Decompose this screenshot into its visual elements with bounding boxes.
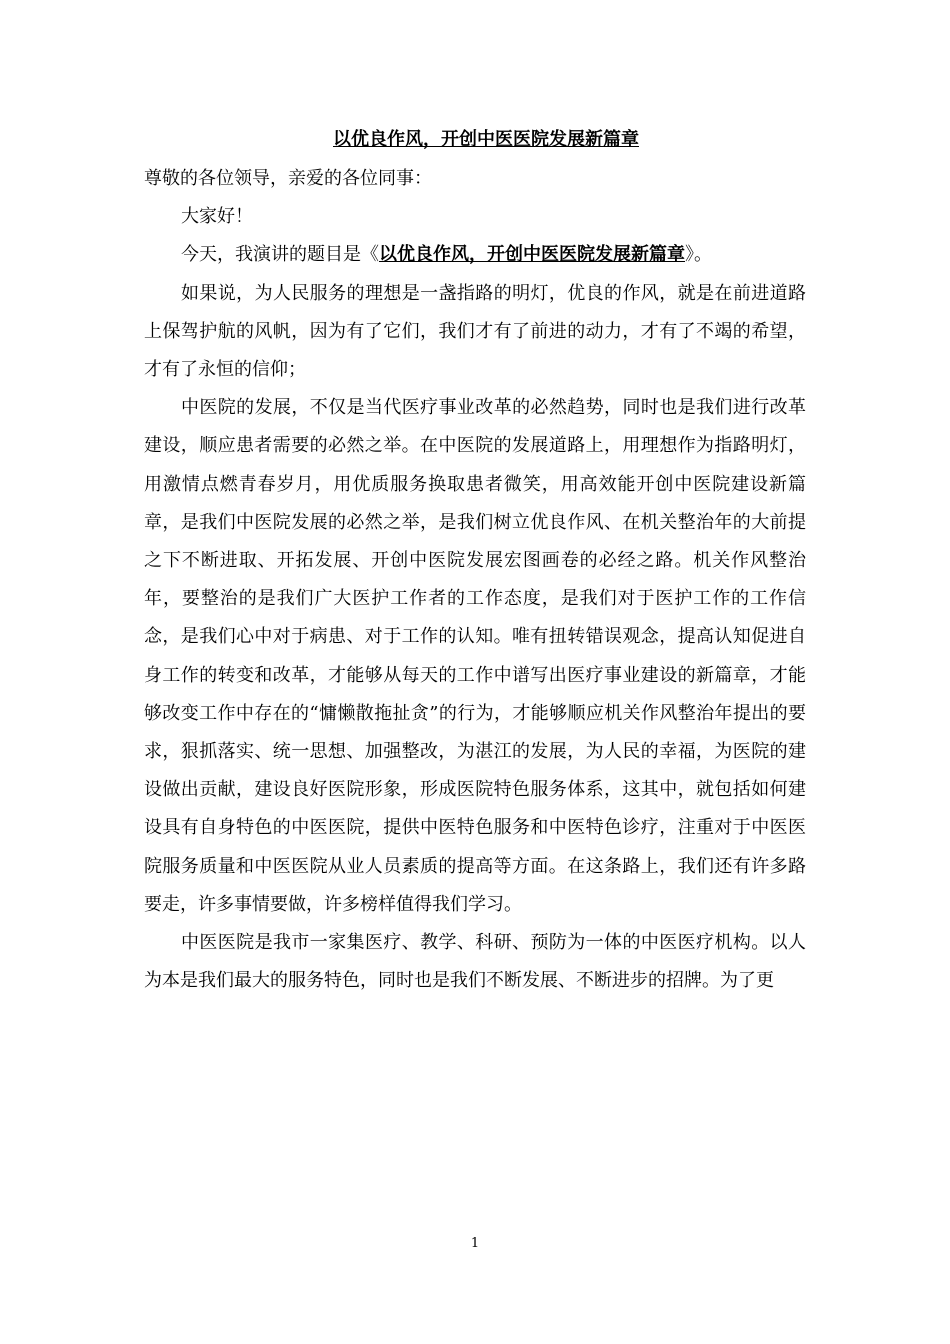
intro-prefix: 今天，我演讲的题目是《 (181, 244, 379, 266)
body-paragraph-1: 如果说，为人民服务的理想是一盏指路的明灯，优良的作风，就是在前进道路上保驾护航的风帆，因为有了它们，我们才有了前进的动力，才有了不竭的希望，才有了永恒的信仰； (144, 282, 806, 381)
salutation: 尊敬的各位领导，亲爱的各位同事： (144, 168, 432, 189)
document-page (144, 120, 806, 1000)
body-paragraph-2: 中医院的发展，不仅是当代医疗事业改革的必然趋势，同时也是我们进行改革建设，顺应患者需要的必然之举。在中医院的发展道路上，用理想作为指路明灯，用激情点燃青春岁月，用优质服务换取患者微笑，用高效能开创中医院建设新篇章，是我们中医院发展的必然之举，是我们树立优良作风、在机关整治年的大前提之下不断进取、开拓发展、开创中医院发展宏图画卷的必经之路。机关作风整治年，要整治的是我们广大医护工作者的工作态度，是我们对于医护工作的工作信念，是我们心中对于病患、对于工作的认知。唯有扭转错误观念，提高认知促进自身工作的转变和改革，才能够从每天的工作中谱写出医疗事业建设的新篇章，才能够改变工作中存在的“慵懒散拖扯贪”的行为，才能够顺应机关作风整治年提出的要求，狠抓落实、统一思想、加强整改，为湛江的发展，为人民的幸福，为医院的建设做出贡献，建设良好医院形象，形成医院特色服务体系，这其中，就包括如何建设具有自身特色的中医医院，提供中医特色服务和中医特色诊疗，注重对于中医医院服务质量和中医医院从业人员素质的提高等方面。在这条路上，我们还有许多路要走，许多事情要做，许多榜样值得我们学习。 (144, 397, 806, 915)
page-number: 1 (470, 1236, 480, 1251)
document-title: 以优良作风，开创中医医院发展新篇章 (333, 129, 639, 150)
greeting: 大家好！ (181, 206, 253, 228)
body-paragraph-3: 中医医院是我市一家集医疗、教学、科研、预防为一体的中医医疗机构。以人为本是我们最大的服务特色，同时也是我们不断发展、不断进步的招牌。为了更 (144, 932, 806, 992)
intro-suffix: 》。 (685, 244, 712, 266)
speech-topic: 以优良作风，开创中医医院发展新篇章 (379, 244, 685, 266)
intro-paragraph (144, 236, 806, 274)
